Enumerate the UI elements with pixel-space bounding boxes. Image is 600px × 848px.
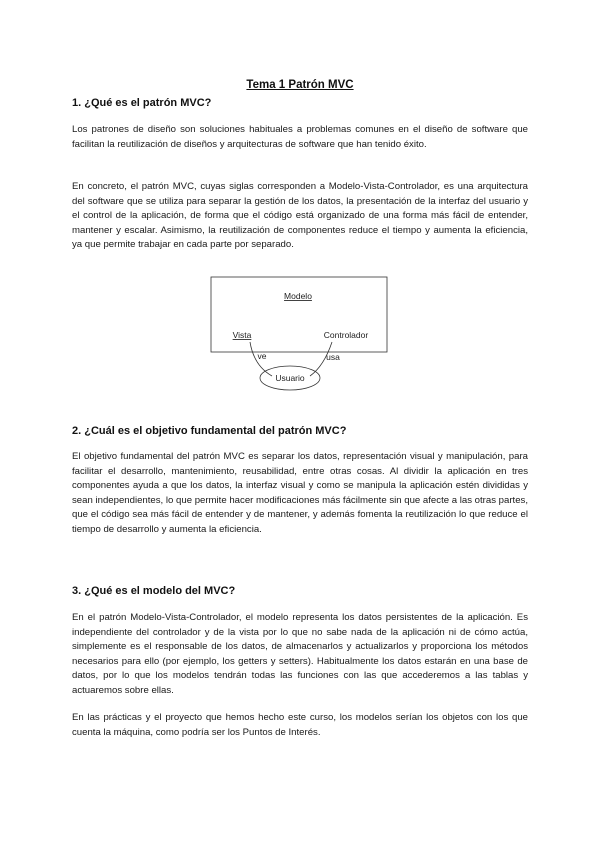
section-3-paragraph-2: En las prácticas y el proyecto que hemos hecho este curso, los modelos serían los objetos con los que cuenta la máquina, como podría ser los Puntos de Interés.: [72, 712, 528, 738]
ve-label: ve: [257, 351, 267, 361]
section-1-paragraph-2: En concreto, el patrón MVC, cuyas siglas corresponden a Modelo-Vista-Controlador, es una arquitectura del software que se utiliza para separar la gestión de los datos, la presentación de la interfaz del usuario y el control de la aplicación, de forma que el código está organizado de una forma más fácil de entender, mantener y escalar. Asimismo, la reutilización de componentes reduce el tiempo y aumenta la eficiencia, ya que permite trabajar en cada parte por separado.: [72, 181, 528, 251]
user-label: Usuario: [275, 373, 305, 383]
usa-label: usa: [326, 352, 340, 362]
view-label: Vista: [232, 330, 252, 340]
section-2-heading: 2. ¿Cuál es el objetivo fundamental del patrón MVC?: [72, 425, 347, 437]
section-1-paragraph-1: Los patrones de diseño son soluciones habituales a problemas comunes en el diseño de software que facilitan la reutilización de diseños y arquitecturas de software que han tenido éxito.: [72, 124, 528, 150]
mvc-diagram: [210, 276, 390, 408]
model-box: [211, 277, 387, 352]
controller-label: Controlador: [323, 330, 369, 340]
document-title: Tema 1 Patrón MVC: [246, 79, 354, 91]
section-3-paragraph-1: En el patrón Modelo-Vista-Controlador, el modelo representa los datos persistentes de la aplicación. Es independiente del controlador y de la vista por lo que no sabe nada de la aplicación ni de cómo actúa, simplemente es el responsable de los datos, de almacenarlos y actualizarlos y proporciona los métodos necesarios para ello (por ejemplo, los getters y setters). Habitualmente los datos estarán en una base de datos, por lo que los modelos tendrán todas las funciones con las que accederemos a las tablas y actuaremos sobre ellas.: [72, 612, 528, 696]
section-3-heading: 3. ¿Qué es el modelo del MVC?: [72, 585, 236, 597]
section-2-paragraph-1: El objetivo fundamental del patrón MVC es separar los datos, representación visual y manipulación, para facilitar el desarrollo, mantenimiento, reusabilidad, entre otras cosas. Al dividir la aplicación en tres componentes ayuda a que los datos, la interfaz visual y como se manipula la aplicación estén divididas y sean independientes, lo que permite hacer modificaciones más fácilmente sin que afecte a las otras partes, que el código sea más fácil de entender y de mantener, y además fomenta la reutilización lo que reduce el tiempo de desarrollo y aumenta la eficiencia.: [72, 451, 528, 535]
section-1-heading: 1. ¿Qué es el patrón MVC?: [72, 97, 212, 109]
model-label: Modelo: [284, 291, 312, 301]
mvc-diagram-svg: [210, 276, 390, 408]
